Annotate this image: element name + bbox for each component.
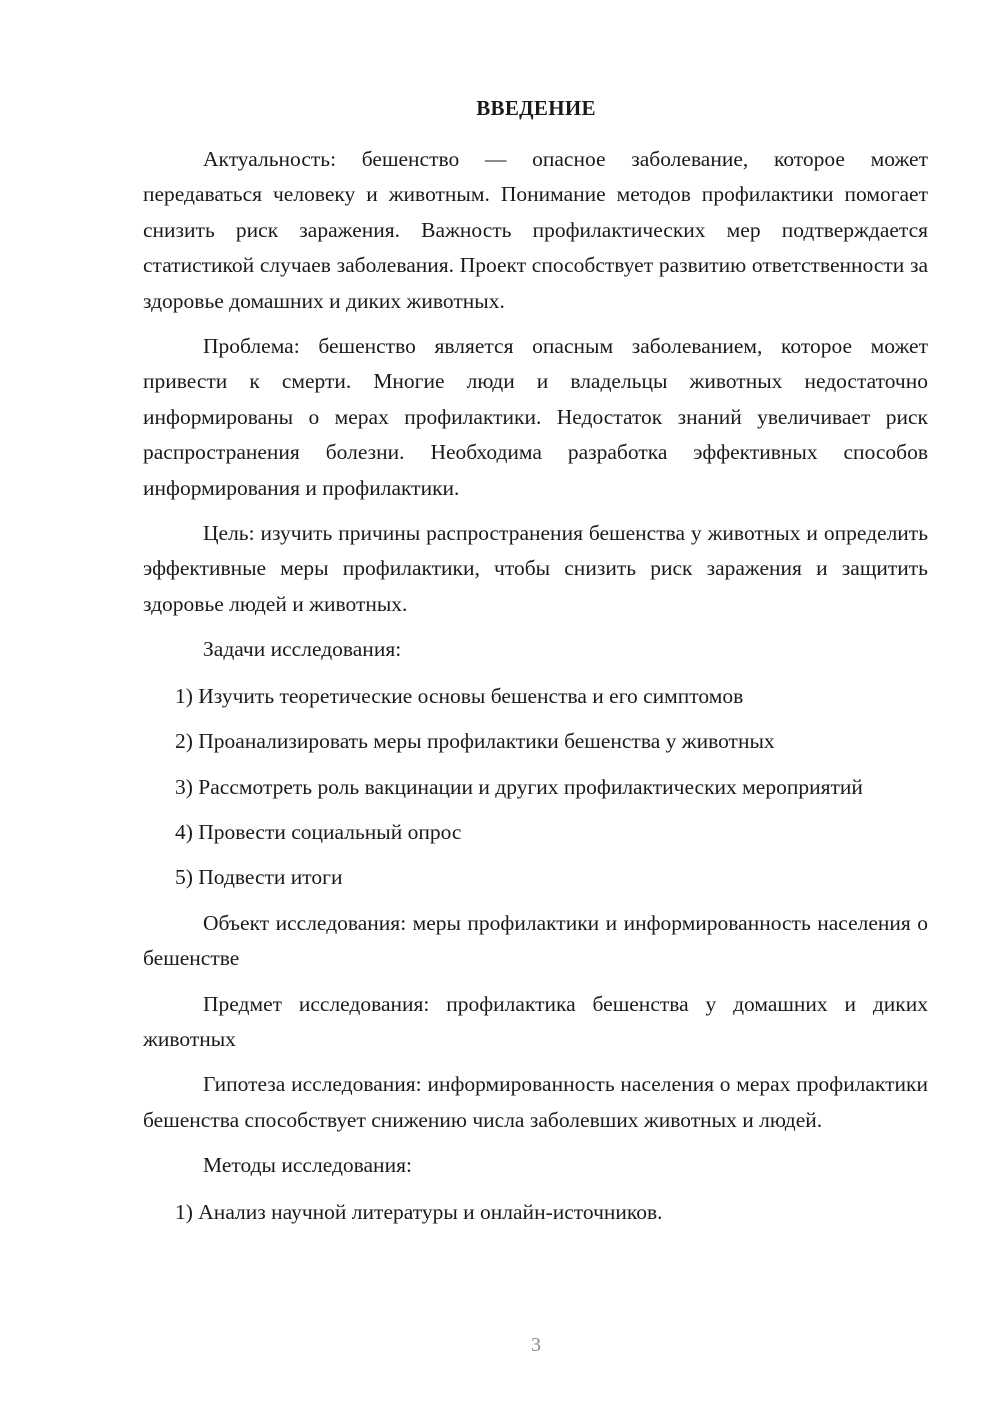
tasks-heading: Задачи исследования: [203,637,402,662]
goal-paragraph: Цель: изучить причины распространения бешенства у животных и определить эффективные меры профилактики, чтобы снизить риск заражения и защитить здоровье людей и животных. [143,521,928,616]
task-item: 1) Изучить теоретические основы бешенства и его симптомов [175,683,744,708]
subject-paragraph: Предмет исследования: профилактика бешенства у домашних и диких животных [143,991,928,1051]
problem-paragraph: Проблема: бешенство является опасным заболеванием, которое может привести к смерти. Многие люди и владельцы животных недостаточно информированы о мерах профилактики. Недостаток знаний увеличивает риск распространения болезни. Необходима разработка эффективных способов информирования и профилактики. [143,334,928,500]
methods-heading: Методы исследования: [203,1153,412,1178]
task-item: 2) Проанализировать меры профилактики бешенства у животных [175,729,775,754]
method-item: 1) Анализ научной литературы и онлайн-источников. [175,1199,663,1224]
hypothesis-paragraph: Гипотеза исследования: информированность населения о мерах профилактики бешенства способствует снижению числа заболевших животных и людей. [143,1072,928,1132]
document-body [143,142,928,1240]
task-item: 4) Провести социальный опрос [175,819,462,844]
task-item: 3) Рассмотреть роль вакцинации и других профилактических мероприятий [175,774,863,799]
object-paragraph: Объект исследования: меры профилактики и информированность населения о бешенстве [143,910,928,971]
task-item: 5) Подвести итоги [175,865,343,890]
page-title: ВВЕДЕНИЕ [476,96,596,120]
page-number: 3 [531,1334,541,1356]
relevance-paragraph: Актуальность: бешенство — опасное заболевание, которое может передаваться человеку и животным. Понимание методов профилактики помогает снизить риск заражения. Важность профилактических мер подтверждается статистикой случаев заболевания. Проект способствует развитию ответственности за здоровье домашних и диких животных. [143,147,928,313]
